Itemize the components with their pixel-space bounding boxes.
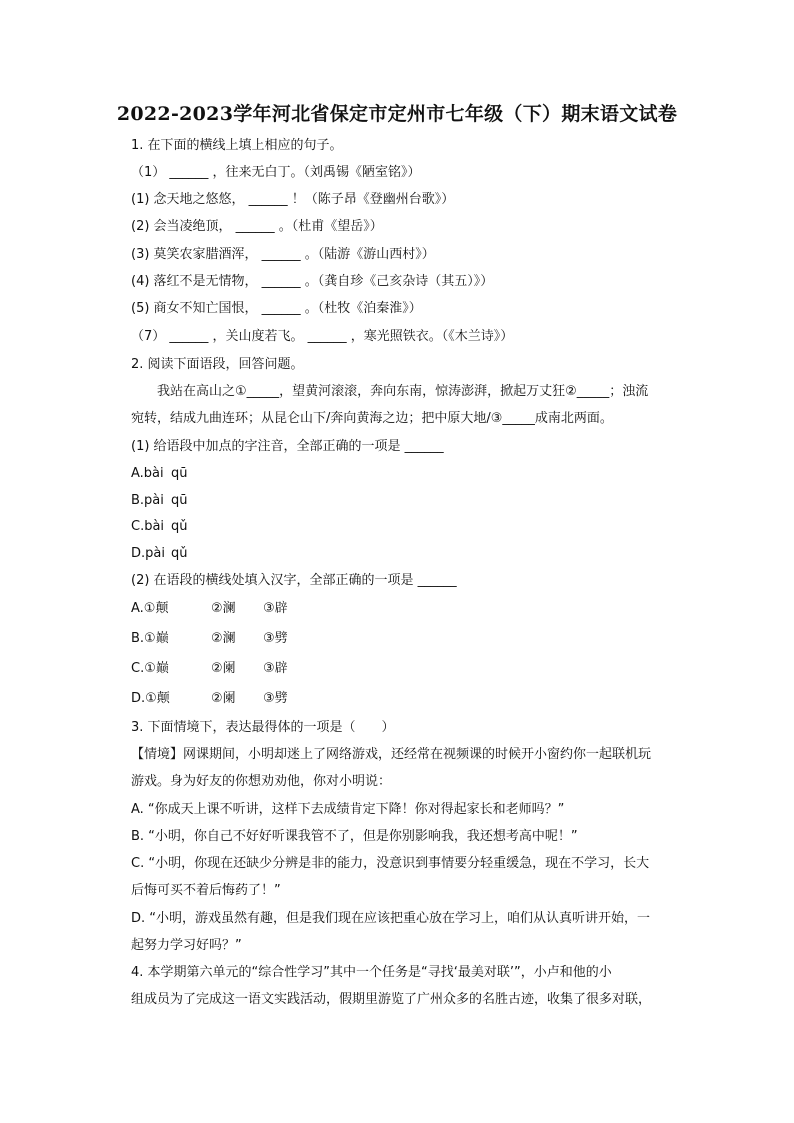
option-label: A.bài [131, 466, 164, 481]
q3-context-line: 【情境】网课期间，小明却迷上了网络游戏，还经常在视频课的时候开小窗约你一起联机玩 [131, 747, 652, 762]
option-b: ②阑 [211, 691, 236, 706]
q1-item: (5) 商女不知亡国恨， ______ 。（杜牧《泊秦淮》） [131, 301, 422, 316]
q2-passage-line: 我站在高山之①_____，望黄河滚滚，奔向东南，惊涛澎湃，掀起万丈狂②_____；浊流 [157, 384, 649, 399]
q2-passage-line: 宛转，结成九曲连环；从昆仑山下/奔向黄海之边；把中原大地/③_____成南北两面。 [131, 411, 613, 426]
option-value: qǔ [171, 519, 188, 534]
q2-sub2-option-c [131, 660, 701, 678]
option-c: ③辟 [263, 601, 288, 616]
q2-sub2: (2) 在语段的横线处填入汉字，全部正确的一项是 ______ [131, 573, 457, 588]
option-label: D.pài [131, 546, 165, 561]
option-label: C.①巅 [131, 661, 169, 676]
option-label: B.pài [131, 493, 164, 508]
option-label: B.①巅 [131, 631, 169, 646]
q3-option-c-cont: 后悔可买不着后悔药了！” [131, 883, 281, 898]
q1-item: (4) 落红不是无情物， ______ 。（龚自珍《己亥杂诗（其五）》） [131, 274, 494, 289]
option-b: ②澜 [211, 631, 236, 646]
q1-item: (3) 莫笑农家腊酒浑， ______ 。（陆游《游山西村》） [131, 247, 435, 262]
q2-stem: 2. 阅读下面语段，回答问题。 [131, 357, 304, 372]
option-value: qū [171, 466, 188, 481]
q2-sub1-option-a [131, 465, 701, 483]
q2-sub1-option-b [131, 492, 701, 510]
option-label: D.①颠 [131, 691, 170, 706]
q2-sub2-option-b [131, 630, 701, 648]
q2-sub2-option-a [131, 600, 701, 618]
q2-sub1-option-d [131, 545, 701, 563]
option-b: ②阑 [211, 661, 236, 676]
q1-item: (2) 会当凌绝顶， ______ 。（杜甫《望岳》） [131, 219, 383, 234]
q3-option-d: D. “小明，游戏虽然有趣，但是我们现在应该把重心放在学习上，咱们从认真听讲开始，一 [131, 911, 651, 926]
q2-sub1-option-c [131, 518, 701, 536]
q2-sub1: (1) 给语段中加点的字注音，全部正确的一项是 ______ [131, 439, 444, 454]
q4-stem: 4. 本学期第六单元的“综合性学习”其中一个任务是“寻找‘最美对联’”，小卢和他的小 [131, 965, 612, 980]
option-c: ③劈 [263, 691, 288, 706]
q3-stem: 3. 下面情境下，表达最得体的一项是（ ） [131, 720, 395, 735]
q1-item: (1) 念天地之悠悠， ______ ！（陈子昂《登幽州台歌》） [131, 192, 455, 207]
q1-item: （7） ______ ，关山度若飞。 ______ ，寒光照铁衣。（《木兰诗》） [131, 329, 514, 344]
q1-item: （1） ______ ，往来无白丁。（刘禹锡《陋室铭》） [131, 165, 421, 180]
q4-stem-cont: 组成员为了完成这一语文实践活动，假期里游览了广州众多的名胜古迹，收集了很多对联， [131, 992, 652, 1007]
option-c: ③辟 [263, 661, 288, 676]
page-title: 2022-2023学年河北省保定市定州市七年级（下）期末语文试卷 [116, 103, 678, 125]
option-label: A.①颠 [131, 601, 169, 616]
option-value: qū [171, 493, 188, 508]
option-c: ③劈 [263, 631, 288, 646]
q3-option-c: C. “小明，你现在还缺少分辨是非的能力，没意识到事情要分轻重缓急，现在不学习，长大 [131, 856, 650, 871]
q3-option-b: B. “小明，你自己不好好听课我管不了，但是你别影响我，我还想考高中呢！” [131, 829, 578, 844]
option-label: C.bài [131, 519, 165, 534]
option-b: ②澜 [211, 601, 236, 616]
q3-context-line: 游戏。身为好友的你想劝劝他，你对小明说： [131, 774, 392, 789]
q3-option-d-cont: 起努力学习好吗？” [131, 938, 242, 953]
q1-stem: 1. 在下面的横线上填上相应的句子。 [131, 138, 343, 153]
q3-option-a: A. “你成天上课不听讲，这样下去成绩肯定下降！你对得起家长和老师吗？” [131, 802, 565, 817]
q2-sub2-option-d [131, 690, 701, 708]
option-value: qǔ [171, 546, 188, 561]
